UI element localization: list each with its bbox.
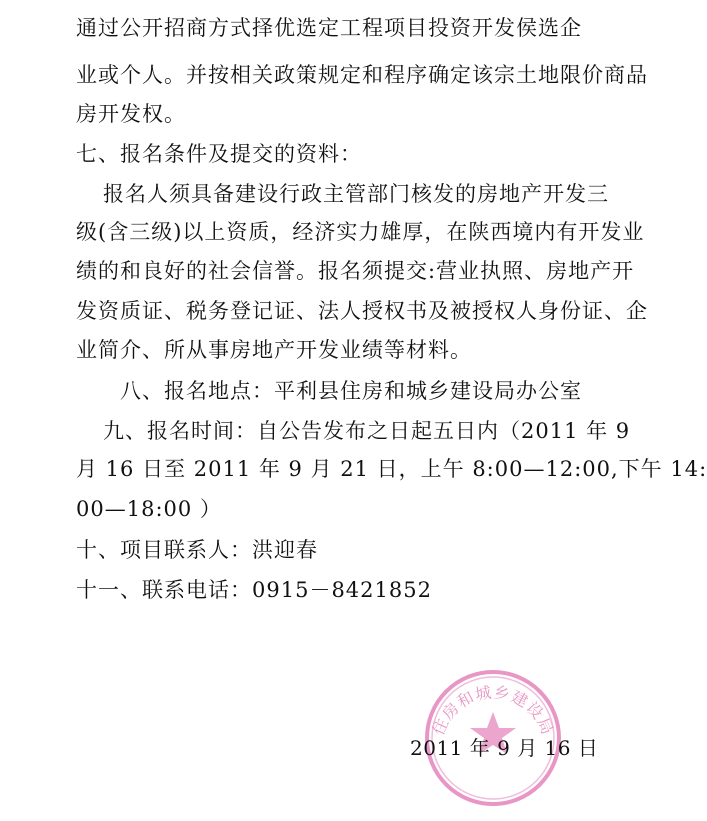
body-line-8: 发资质证、税务登记证、法人授权书及被授权人身份证、企 <box>76 299 648 323</box>
body-line-5: 报名人须具备建设行政主管部门核发的房地产开发三 <box>103 182 609 206</box>
section-heading-8: 八、报名地点：平利县住房和城乡建设局办公室 <box>120 379 582 403</box>
document-date: 2011 年 9 月 16 日 <box>410 736 599 760</box>
body-line-1: 通过公开招商方式择优选定工程项目投资开发侯选企 <box>76 16 582 40</box>
body-line-6: 级(含三级)以上资质，经济实力雄厚，在陕西境内有开发业 <box>76 220 645 244</box>
section-heading-7: 七、报名条件及提交的资料： <box>76 142 362 166</box>
body-line-9: 业简介、所从事房地产开发业绩等材料。 <box>76 338 472 362</box>
svg-text:住房和城乡建设局: 住房和城乡建设局 <box>428 682 558 739</box>
body-line-13: 00—18:00 ） <box>76 497 222 521</box>
contact-person-line: 十、项目联系人：洪迎春 <box>76 538 318 562</box>
body-line-2: 业或个人。并按相关政策规定和程序确定该宗土地限价商品 <box>76 63 648 87</box>
body-line-11: 九、报名时间：自公告发布之日起五日内（2011 年 9 <box>103 419 631 443</box>
body-line-3: 房开发权。 <box>76 102 186 126</box>
contact-phone-line: 十一、联系电话：0915－8421852 <box>76 578 432 602</box>
body-line-7: 绩的和良好的社会信誉。报名须提交:营业执照、房地产开 <box>76 259 635 283</box>
body-line-12: 月 16 日至 2011 年 9 月 21 日，上午 8:00—12:00,下午 14: <box>76 457 707 481</box>
